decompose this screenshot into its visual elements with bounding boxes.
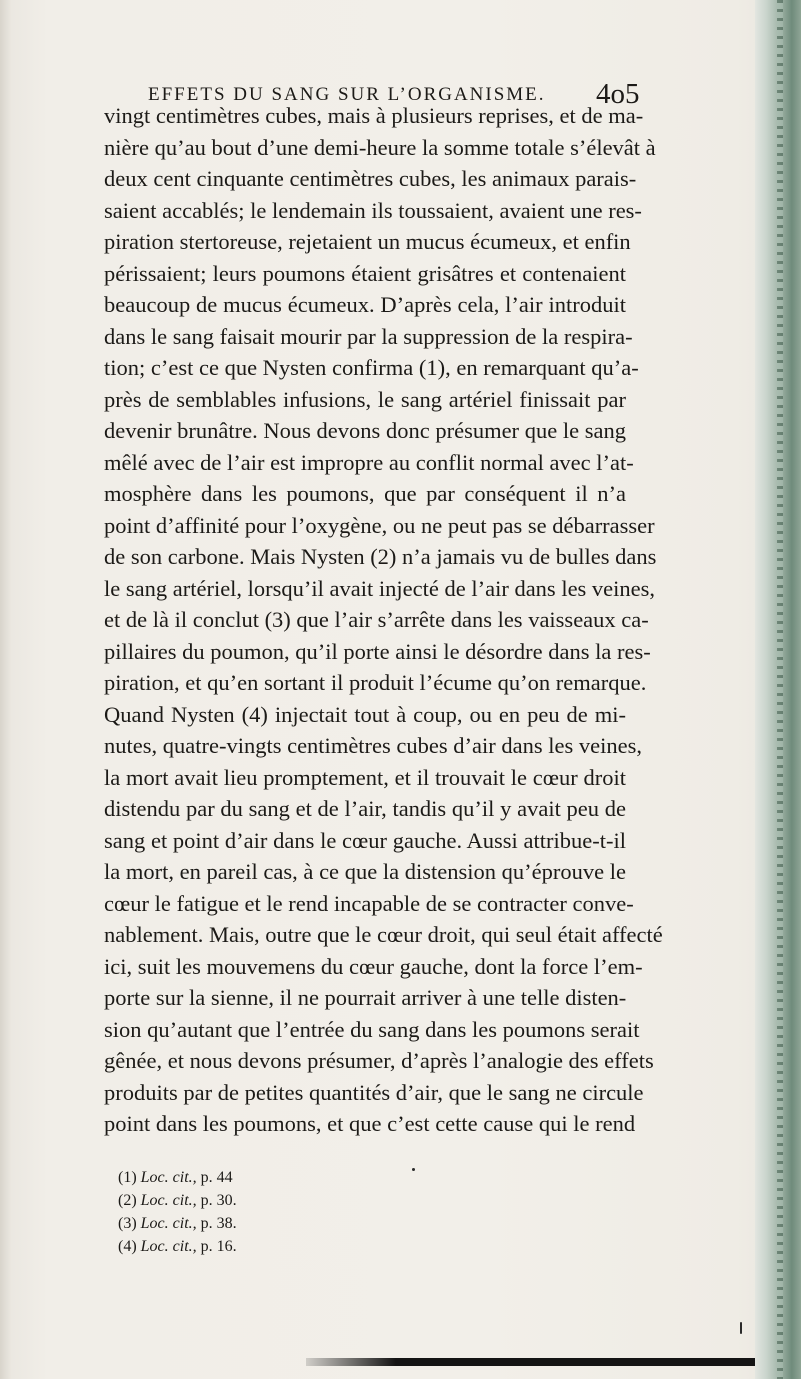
footnote-page: p. 38.	[200, 1215, 237, 1232]
page-left-edge	[0, 0, 12, 1379]
footnote	[118, 1237, 318, 1257]
text-line: de son carbone. Mais Nysten (2) n’a jamais vu de bulles dans	[104, 544, 657, 569]
text-line: mêlé avec de l’air est impropre au conflit normal avec l’at-	[104, 450, 634, 475]
text-line: point dans les poumons, et que c’est cette cause qui le rend	[104, 1111, 636, 1136]
text-line: beaucoup de mucus écumeux. D’après cela, l’air introduit	[104, 292, 626, 317]
page-number: 4o5	[596, 78, 640, 110]
footnote	[118, 1168, 318, 1188]
footnote-reference: Loc. cit.,	[140, 1238, 197, 1255]
text-line: la mort, en pareil cas, à ce que la distension qu’éprouve le	[104, 859, 626, 884]
footnote-reference: Loc. cit.,	[140, 1169, 197, 1186]
text-line: pillaires du poumon, qu’il porte ainsi le désordre dans la res-	[104, 639, 651, 664]
text-line: piration stertoreuse, rejetaient un mucus écumeux, et enfin	[104, 229, 631, 254]
footnote-marker: (2)	[118, 1192, 137, 1209]
page-bottom-shadow	[306, 1358, 755, 1366]
ink-speck	[740, 1322, 742, 1334]
text-line: vingt centimètres cubes, mais à plusieurs reprises, et de ma-	[104, 103, 644, 128]
text-line: gênée, et nous devons présumer, d’après l’analogie des effets	[104, 1048, 654, 1073]
text-line: distendu par du sang et de l’air, tandis qu’il y avait peu de	[104, 796, 626, 821]
footnote-reference: Loc. cit.,	[140, 1192, 197, 1209]
text-line: et de là il conclut (3) que l’air s’arrête dans les vaisseaux ca-	[104, 607, 649, 632]
footnote-reference: Loc. cit.,	[140, 1215, 197, 1232]
page-binding-edge	[755, 0, 801, 1379]
footnote-page: p. 30.	[200, 1192, 237, 1209]
footnote-marker: (1)	[118, 1169, 137, 1186]
text-line: le sang artériel, lorsqu’il avait injecté de l’air dans les veines,	[104, 576, 656, 601]
footnote-marker: (3)	[118, 1215, 137, 1232]
text-line: périssaient; leurs poumons étaient grisâtres et contenaient	[104, 261, 626, 286]
text-line: mosphère dans les poumons, que par conséquent il n’a	[104, 481, 626, 506]
text-line: ici, suit les mouvemens du cœur gauche, dont la force l’em-	[104, 954, 643, 979]
text-line: nutes, quatre-vingts centimètres cubes d’air dans les veines,	[104, 733, 642, 758]
text-line: produits par de petites quantités d’air, que le sang ne circule	[104, 1080, 644, 1105]
text-line: nière qu’au bout d’une demi-heure la somme totale s’élevât à	[104, 135, 656, 160]
text-line: nablement. Mais, outre que le cœur droit, qui seul était affecté	[104, 922, 663, 947]
footnote	[118, 1214, 318, 1234]
text-line: saient accablés; le lendemain ils toussaient, avaient une res-	[104, 198, 642, 223]
text-line: point d’affinité pour l’oxygène, ou ne peut pas se débarrasser	[104, 513, 655, 538]
text-line: sang et point d’air dans le cœur gauche. Aussi attribue-t-il	[104, 828, 626, 853]
text-line: la mort avait lieu promptement, et il trouvait le cœur droit	[104, 765, 626, 790]
footnote-page: p. 44	[200, 1169, 233, 1186]
text-line: piration, et qu’en sortant il produit l’écume qu’on remarque.	[104, 670, 647, 695]
text-line: Quand Nysten (4) injectait tout à coup, ou en peu de mi-	[104, 702, 626, 727]
footnote-page: p. 16.	[200, 1238, 237, 1255]
text-line: tion; c’est ce que Nysten confirma (1), en remarquant qu’a-	[104, 355, 639, 380]
footnote-marker: (4)	[118, 1238, 137, 1255]
text-line: porte sur la sienne, il ne pourrait arriver à une telle disten-	[104, 985, 627, 1010]
text-line: sion qu’autant que l’entrée du sang dans les poumons serait	[104, 1017, 640, 1042]
ink-speck	[412, 1168, 415, 1171]
footnote	[118, 1191, 318, 1211]
text-line: deux cent cinquante centimètres cubes, les animaux parais-	[104, 166, 637, 191]
text-line: dans le sang faisait mourir par la suppression de la respira-	[104, 324, 633, 349]
text-line: devenir brunâtre. Nous devons donc présumer que le sang	[104, 418, 626, 443]
running-head: EFFETS DU SANG SUR L’ORGANISME.	[148, 84, 546, 105]
text-line: près de semblables infusions, le sang artériel finissait par	[104, 387, 626, 412]
text-line: cœur le fatigue et le rend incapable de se contracter conve-	[104, 891, 634, 916]
